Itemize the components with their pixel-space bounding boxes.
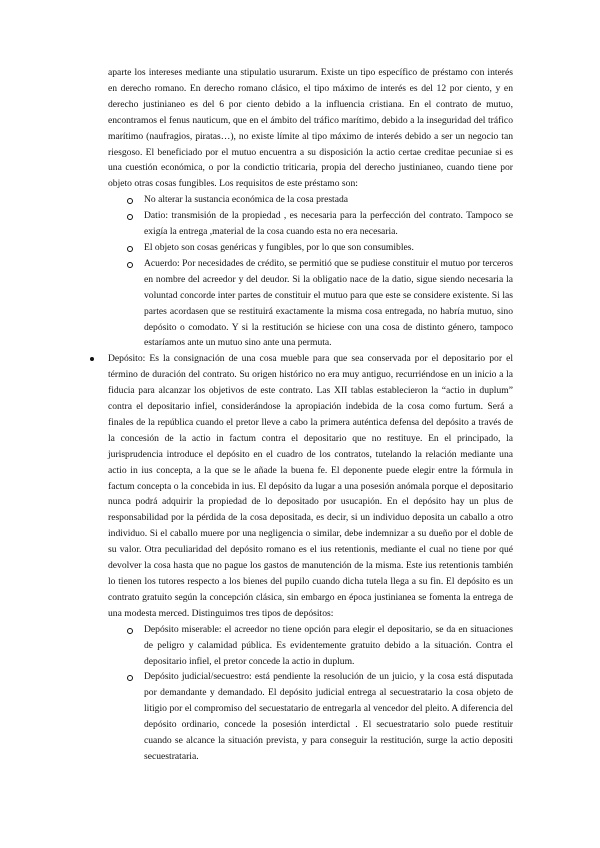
deposito-section [108,351,513,621]
list-item: No alterar la sustancia económica de la cosa prestada [108,192,513,208]
list-item: Acuerdo: Por necesidades de crédito, se permitió que se pudiese constituir el mutuo por terceros en nombre del acreedor y del deudor. Si la obligatio nace de la datio, sigue siendo necesaria la voluntad concorde inter partes de constituir el mutuo para que este se considere existente. Si las partes acordasen que se restituirá exactamente la misma cosa entregada, no habría mutuo, sino depósito o comodato. Y si la restitución se hiciese con una cosa de distinto género, tampoco estaríamos ante un mutuo sino ante una permuta. [108,256,513,351]
list-item: Depósito judicial/secuestro: está pendiente la resolución de un juicio, y la cosa está disputada por demandante y demandado. El depósito judicial entrega al secuestratario la cosa objeto de litigio por el compromiso del secuestatario de entregarla al vencedor del pleito. A diferencia del depósito ordinario, concede la posesión interdictal . El secuestratario solo puede restituir cuando se alcance la situación prevista, y para conseguir la restitución, surge la actio depositi secuestrataria. [108,669,513,764]
deposito-tipos-list [108,622,513,765]
mutuo-requisitos-list [108,192,513,351]
list-item: Depósito miserable: el acreedor no tiene opción para elegir el depositario, se da en situaciones de peligro y calamidad pública. Es evidentemente gratuito debido a la situación. Contra el depositario infiel, el pretor concede la actio in duplum. [108,622,513,670]
text-column [108,65,513,765]
list-item: Datio: transmisión de la propiedad , es necesaria para la perfección del contrato. Tampoco se exigía la entrega ,material de la cosa cuando esta no era necesaria. [108,208,513,240]
bullet-icon [90,357,94,361]
deposito-paragraph: Depósito: Es la consignación de una cosa mueble para que sea conservada por el depositario por el término de duración del contrato. Su origen histórico no era muy antiguo, recurriéndose en un inicio a la fiducia para alcanzar los objetivos de este contrato. Las XII tablas establecieron la “actio in duplum” contra el depositario infiel, considerándose la apropiación indebida de la cosa como furtum. Será a finales de la república cuando el pretor lleve a cabo la primera auténtica defensa del depósito a través de la concesión de la actio in factum contra el depositario que no restituye. En el principado, la jurisprudencia introduce el depósito en el cuadro de los contratos, tutelando la relación mediante una actio in ius concepta, a la que se le añade la buena fe. El deponente puede elegir entre la fórmula in factum concepta o la concebida in ius. El depósito da lugar a una posesión anómala porque el depositario nunca podrá adquirir la propiedad de lo depositado por usucapión. En el depósito hay un plus de responsabilidad por la pérdida de la cosa depositada, es decir, si un individuo deposita un caballo a otro individuo. Si el caballo muere por una negligencia o similar, debe indemnizar a su dueño por el doble de su valor. Otra peculiaridad del depósito romano es el ius retentionis, mediante el cual no tiene por qué devolver la cosa hasta que no pague los gastos de manutención de la misma. Este ius retentionis también lo tienen los tutores respecto a los bienes del pupilo cuando dicha tutela llega a su fin. El depósito es un contrato gratuito según la concepción clásica, sin embargo en época justinianea se fomenta la entrega de una modesta merced. Distinguimos tres tipos de depósitos: [108,353,513,619]
list-item: El objeto son cosas genéricas y fungibles, por lo que son consumibles. [108,240,513,256]
intro-paragraph: aparte los intereses mediante una stipulatio usurarum. Existe un tipo específico de préstamo con interés en derecho romano. En derecho romano clásico, el tipo máximo de interés es del 12 por ciento, y en derecho justinianeo es del 6 por ciento debido a la influencia cristiana. En el contrato de mutuo, encontramos el fenus nauticum, que en el ámbito del tráfico marítimo, debido a la inseguridad del tráfico marítimo (naufragios, piratas…), no existe límite al tipo máximo de interés debido a ser un negocio tan riesgoso. El beneficiado por el mutuo encuentra a su disposición la actio certae creditae pecuniae si es una cuestión económica, o por la condictio triticaria, propia del derecho justinianeo, cuando tiene por objeto otras cosas fungibles. Los requisitos de este préstamo son: [108,67,513,190]
